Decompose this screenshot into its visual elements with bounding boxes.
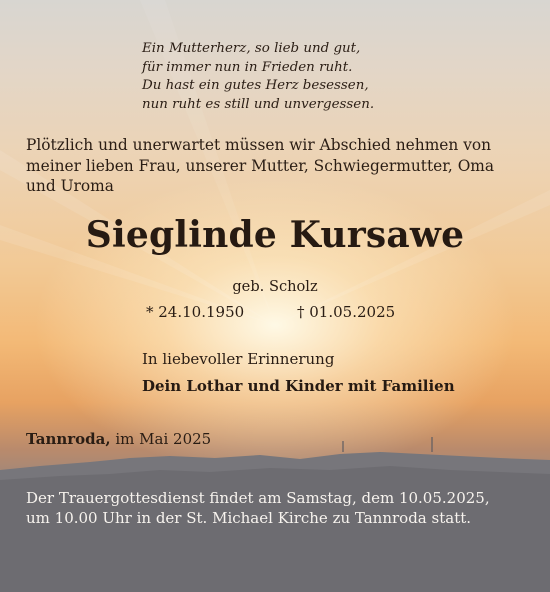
birth-date: * 24.10.1950 xyxy=(146,303,245,321)
intro-line: und Uroma xyxy=(26,177,114,195)
poem-line: Du hast ein gutes Herz besessen, xyxy=(142,78,369,94)
place-date: im Mai 2025 xyxy=(110,430,212,448)
poem-line: für immer nun in Frieden ruht. xyxy=(142,59,353,75)
service-line: Der Trauergottesdienst findet am Samstag, dem 10.05.2025, xyxy=(26,489,490,507)
maiden-name: geb. Scholz xyxy=(232,278,318,295)
funeral-service-info xyxy=(26,488,546,528)
intro-text xyxy=(26,135,536,197)
deceased-name: Sieglinde Kursawe xyxy=(85,214,465,256)
poem-line: Ein Mutterherz, so lieb und gut, xyxy=(142,41,361,56)
intro-line: meiner lieben Frau, unserer Mutter, Schwiegermutter, Oma xyxy=(26,156,495,175)
mourners-signature: Dein Lothar und Kinder mit Familien xyxy=(142,377,455,395)
memory-line: In liebevoller Erinnerung xyxy=(142,350,335,368)
death-date: † 01.05.2025 xyxy=(297,303,396,321)
memorial-poem xyxy=(142,40,374,114)
poem-line: nun ruht es still und unvergessen. xyxy=(142,96,375,112)
place-and-date xyxy=(26,430,211,448)
place-town: Tannroda, xyxy=(26,430,111,448)
intro-line: Plötzlich und unerwartet müssen wir Abschied nehmen von xyxy=(26,136,492,154)
service-line: um 10.00 Uhr in der St. Michael Kirche zu Tannroda statt. xyxy=(26,509,472,527)
